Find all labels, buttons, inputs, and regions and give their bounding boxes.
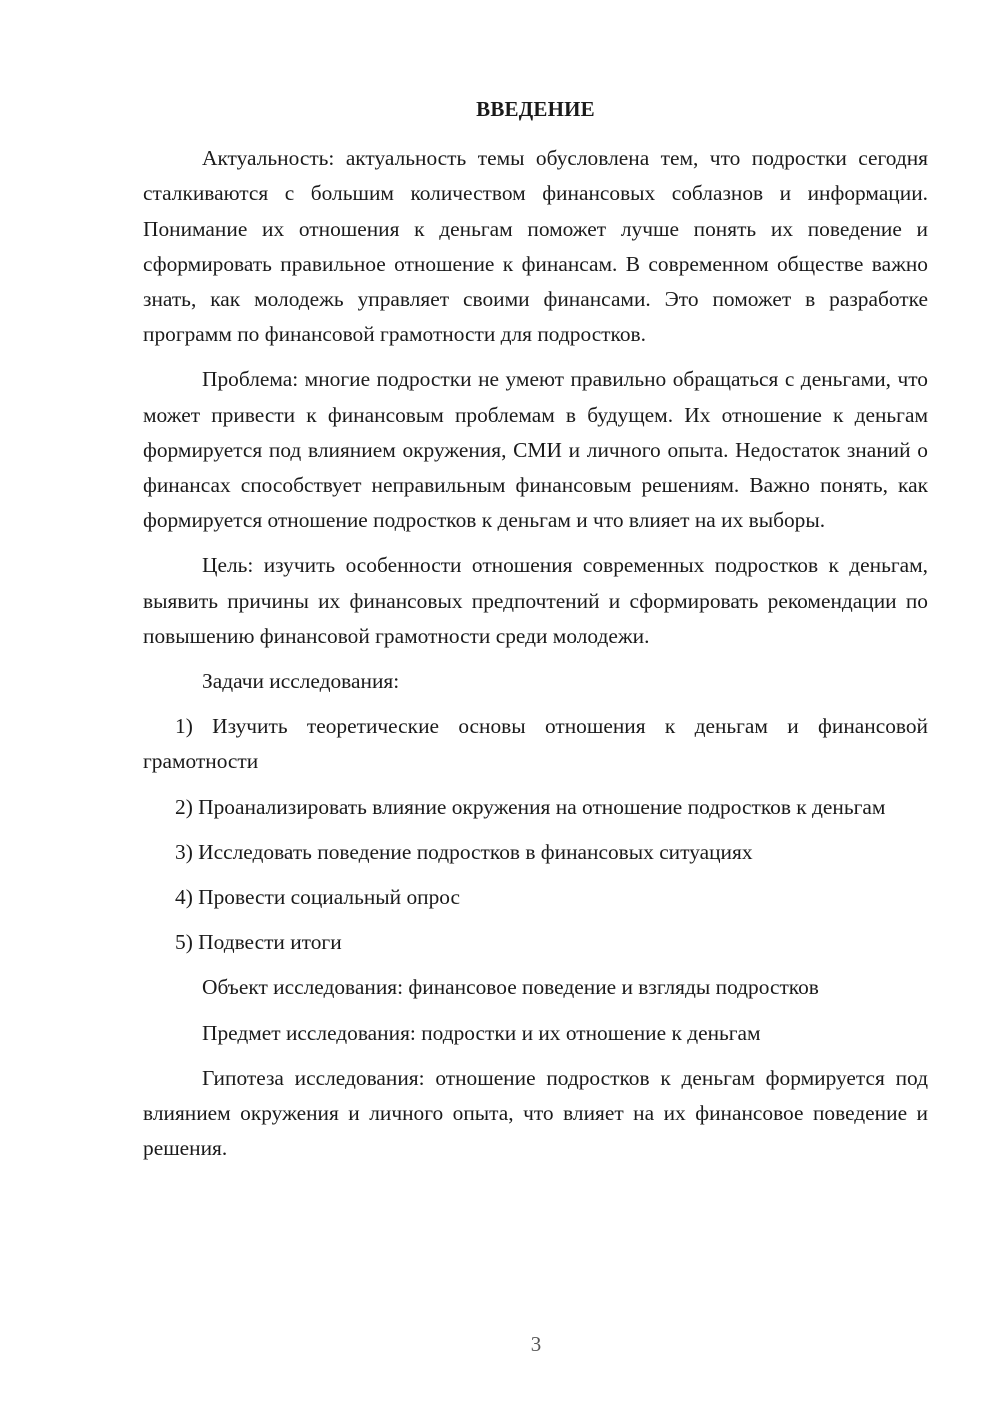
paragraph-problem: Проблема: многие подростки не умеют правильно обращаться с деньгами, что может привести к финансовым проблемам в будущем. Их отношение к деньгам формируется под влиянием окружения, СМИ и личного опыта. Недостаток знаний о финансах способствует неправильным финансовым решениям. Важно понять, как формируется отношение подростков к деньгам и что влияет на их выборы. [143, 367, 928, 533]
task-item: 5) Подвести итоги [175, 930, 342, 955]
section-title: ВВЕДЕНИЕ [476, 97, 595, 121]
paragraph-subject: Предмет исследования: подростки и их отношение к деньгам [202, 1020, 761, 1045]
document-page [143, 92, 928, 1176]
paragraph-goal: Цель: изучить особенности отношения современных подростков к деньгам, выявить причины их финансовых предпочтений и сформировать рекомендации по повышению финансовой грамотности среди молодежи. [143, 553, 928, 648]
task-item: 1) Изучить теоретические основы отношения к деньгам и финансовой грамотности [143, 714, 928, 774]
task-item: 2) Проанализировать влияние окружения на отношение подростков к деньгам [175, 794, 886, 819]
task-item: 4) Провести социальный опрос [175, 885, 461, 910]
page-number: 3 [530, 1332, 542, 1356]
paragraph-object: Объект исследования: финансовое поведение и взгляды подростков [202, 975, 819, 1000]
task-item: 3) Исследовать поведение подростков в финансовых ситуациях [175, 839, 753, 864]
paragraph-hypothesis: Гипотеза исследования: отношение подростков к деньгам формируется под влиянием окружения и личного опыта, что влияет на их финансовое поведение и решения. [143, 1065, 928, 1161]
paragraph-relevance: Актуальность: актуальность темы обусловлена тем, что подростки сегодня сталкиваются с большим количеством финансовых соблазнов и информации. Понимание их отношения к деньгам поможет лучше понять их поведение и сформировать правильное отношение к финансам. В современном обществе важно знать, как молодежь управляет своими финансами. Это поможет в разработке программ по финансовой грамотности для подростков. [143, 146, 928, 347]
tasks-heading: Задачи исследования: [202, 669, 400, 694]
